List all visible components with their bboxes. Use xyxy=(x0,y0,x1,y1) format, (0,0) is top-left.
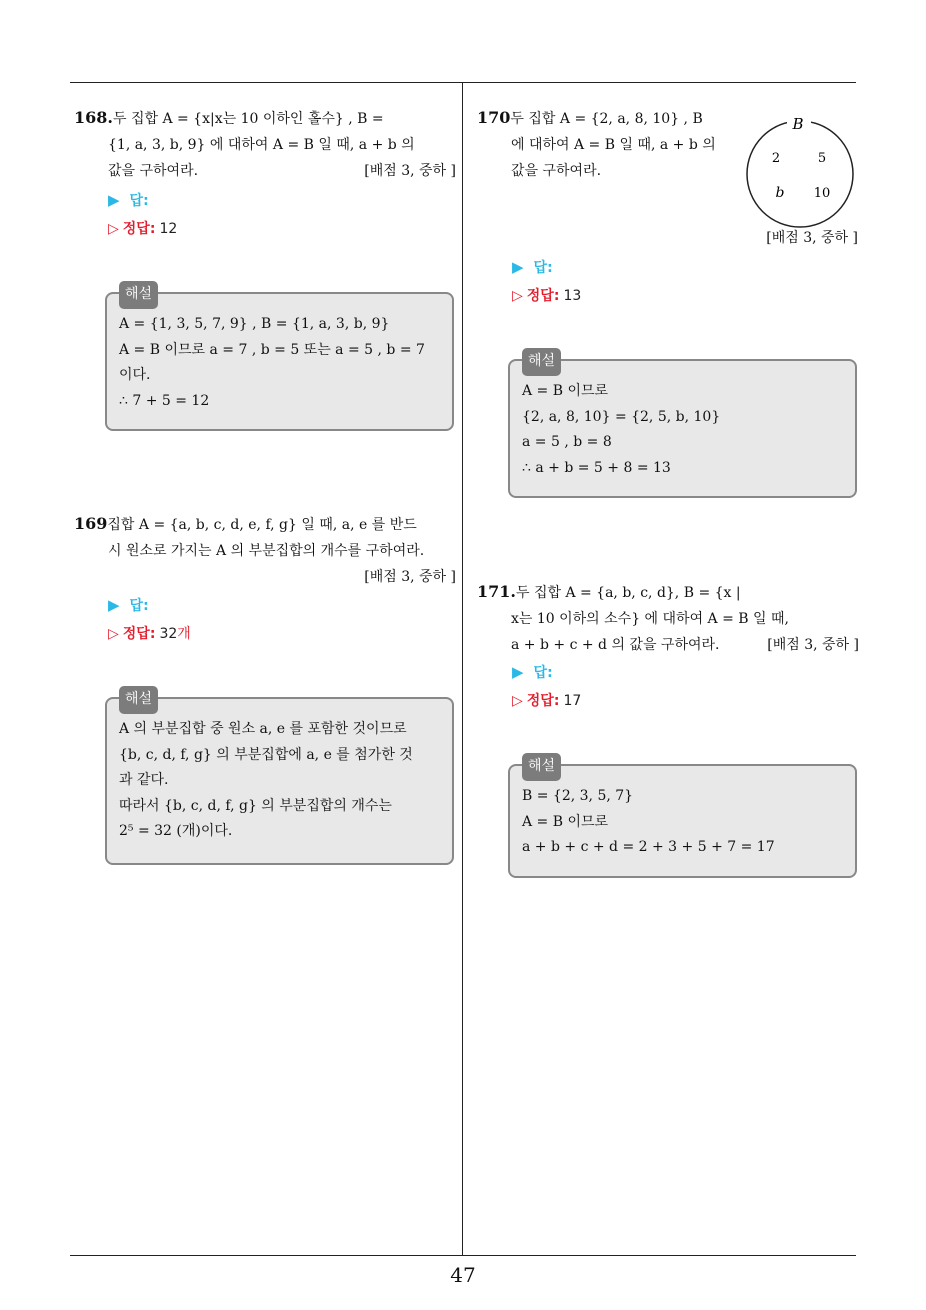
problem-170-solution xyxy=(508,353,857,498)
problem-170-line-1 xyxy=(477,105,737,132)
problem-169 xyxy=(74,511,456,590)
problem-169-text-1: 집합 A = {a, b, c, d, e, f, g} 일 때, a, e 를 반드 xyxy=(107,517,417,533)
play-icon: ▶ xyxy=(108,596,120,614)
venn-element: 2 xyxy=(771,151,781,166)
problem-169-number: 169 xyxy=(74,514,108,533)
problem-170-correct xyxy=(512,285,581,305)
problem-171-meta: [배점 3, 중하 ] xyxy=(767,637,859,653)
answer-label: 답: xyxy=(129,598,149,614)
solution-line: 2⁵ = 32 (개)이다. xyxy=(119,823,233,839)
problem-170-meta-row xyxy=(700,225,858,251)
problem-168-line-1 xyxy=(74,105,456,132)
problem-168-text-2: {1, a, 3, b, 9} 에 대하여 A = B 일 때, a + b 의 xyxy=(108,137,415,153)
triangle-outline-icon: ▷ xyxy=(108,626,119,642)
problem-168-meta: [배점 3, 중하 ] xyxy=(364,163,456,179)
venn-element: b xyxy=(775,185,785,201)
problem-168-text-1: 두 집합 A = {x|x는 10 이하인 홀수} , B = xyxy=(112,111,384,127)
problem-171-answer xyxy=(512,662,553,682)
solution-line: A = {1, 3, 5, 7, 9} , B = {1, a, 3, b, 9} xyxy=(119,316,390,332)
solution-line: 따라서 {b, c, d, f, g} 의 부분집합의 개수는 xyxy=(119,797,392,814)
triangle-outline-icon: ▷ xyxy=(108,221,119,237)
solution-line: {b, c, d, f, g} 의 부분집합에 a, e 를 첨가한 것 xyxy=(119,746,413,763)
solution-line: ∴ 7 + 5 = 12 xyxy=(119,392,210,409)
column-divider xyxy=(462,82,463,1256)
problem-171-text-3: a + b + c + d 의 값을 구하여라. xyxy=(511,637,720,653)
solution-tag: 해설 xyxy=(119,281,158,309)
problem-168-line-3 xyxy=(74,158,456,184)
problem-170-text-1: 두 집합 A = {2, a, 8, 10} , B xyxy=(510,111,703,127)
correct-label: 정답: xyxy=(526,693,560,709)
top-rule xyxy=(70,82,856,83)
solution-line: A = B 이므로 xyxy=(522,383,609,399)
page-number: 47 xyxy=(450,1263,476,1287)
venn-element: 10 xyxy=(813,186,831,201)
solution-line: ∴ a + b = 5 + 8 = 13 xyxy=(522,459,671,476)
problem-168 xyxy=(74,105,456,184)
solution-line: a = 5 , b = 8 xyxy=(522,434,612,450)
correct-label: 정답: xyxy=(122,221,156,237)
problem-168-number: 168. xyxy=(74,108,113,127)
problem-171-number: 171. xyxy=(477,582,516,601)
problem-168-text-3: 값을 구하여라. xyxy=(108,163,199,179)
triangle-outline-icon: ▷ xyxy=(512,693,523,709)
problem-170-meta: [배점 3, 중하 ] xyxy=(766,230,858,246)
answer-label: 답: xyxy=(129,193,149,209)
problem-171-line-1 xyxy=(477,579,859,606)
problem-169-correct xyxy=(108,623,191,643)
solution-line: {2, a, 8, 10} = {2, 5, b, 10} xyxy=(522,408,721,425)
problem-171-solution xyxy=(508,758,857,878)
problem-171-correct xyxy=(512,690,581,710)
venn-diagram-b xyxy=(740,110,860,230)
problem-171-text-2: x는 10 이하의 소수} 에 대하여 A = B 일 때, xyxy=(511,611,789,627)
venn-element: 5 xyxy=(817,151,827,166)
problem-170-answer xyxy=(512,257,553,277)
correct-value: 13 xyxy=(563,288,582,304)
correct-value: 12 xyxy=(159,221,178,237)
problem-168-solution xyxy=(105,286,454,431)
problem-170-text-3: 값을 구하여라. xyxy=(511,163,602,179)
bottom-rule xyxy=(70,1255,856,1256)
correct-value: 32 xyxy=(159,626,178,642)
problem-169-text-2: 시 원소로 가지는 A 의 부분집합의 개수를 구하여라. xyxy=(108,543,425,559)
problem-169-line-1 xyxy=(74,511,456,538)
solution-line: B = {2, 3, 5, 7} xyxy=(522,788,634,804)
problem-168-answer xyxy=(108,190,149,210)
problem-169-answer xyxy=(108,595,149,615)
answer-label: 답: xyxy=(533,665,553,681)
solution-line: a + b + c + d = 2 + 3 + 5 + 7 = 17 xyxy=(522,839,775,855)
correct-label: 정답: xyxy=(526,288,560,304)
problem-170-text-2: 에 대하여 A = B 일 때, a + b 의 xyxy=(511,137,716,153)
problem-169-meta: [배점 3, 중하 ] xyxy=(364,569,456,585)
solution-line: A 의 부분집합 중 원소 a, e 를 포함한 것이므로 xyxy=(119,721,407,737)
problem-171-text-1: 두 집합 A = {a, b, c, d}, B = {x | xyxy=(515,585,741,601)
problem-168-correct xyxy=(108,218,177,238)
solution-line: A = B 이므로 xyxy=(522,813,609,830)
play-icon: ▶ xyxy=(512,663,524,681)
play-icon: ▶ xyxy=(108,191,120,209)
solution-tag: 해설 xyxy=(522,753,561,781)
solution-tag: 해설 xyxy=(522,348,561,376)
solution-line: 이다. xyxy=(119,367,151,383)
correct-label: 정답: xyxy=(122,626,156,642)
set-label: B xyxy=(792,115,804,133)
solution-tag: 해설 xyxy=(119,686,158,714)
problem-170 xyxy=(477,105,737,184)
correct-value: 17 xyxy=(563,693,582,709)
solution-line: A = B 이므로 a = 7 , b = 5 또는 a = 5 , b = 7 xyxy=(119,341,425,358)
problem-169-solution xyxy=(105,691,454,865)
problem-171 xyxy=(477,579,859,658)
problem-170-number: 170 xyxy=(477,108,511,127)
correct-unit: 개 xyxy=(177,626,191,642)
solution-line: 과 같다. xyxy=(119,772,169,788)
set-b-circle xyxy=(747,121,853,227)
play-icon: ▶ xyxy=(512,258,524,276)
answer-label: 답: xyxy=(533,260,553,276)
triangle-outline-icon: ▷ xyxy=(512,288,523,304)
problem-171-line-3 xyxy=(477,632,859,658)
